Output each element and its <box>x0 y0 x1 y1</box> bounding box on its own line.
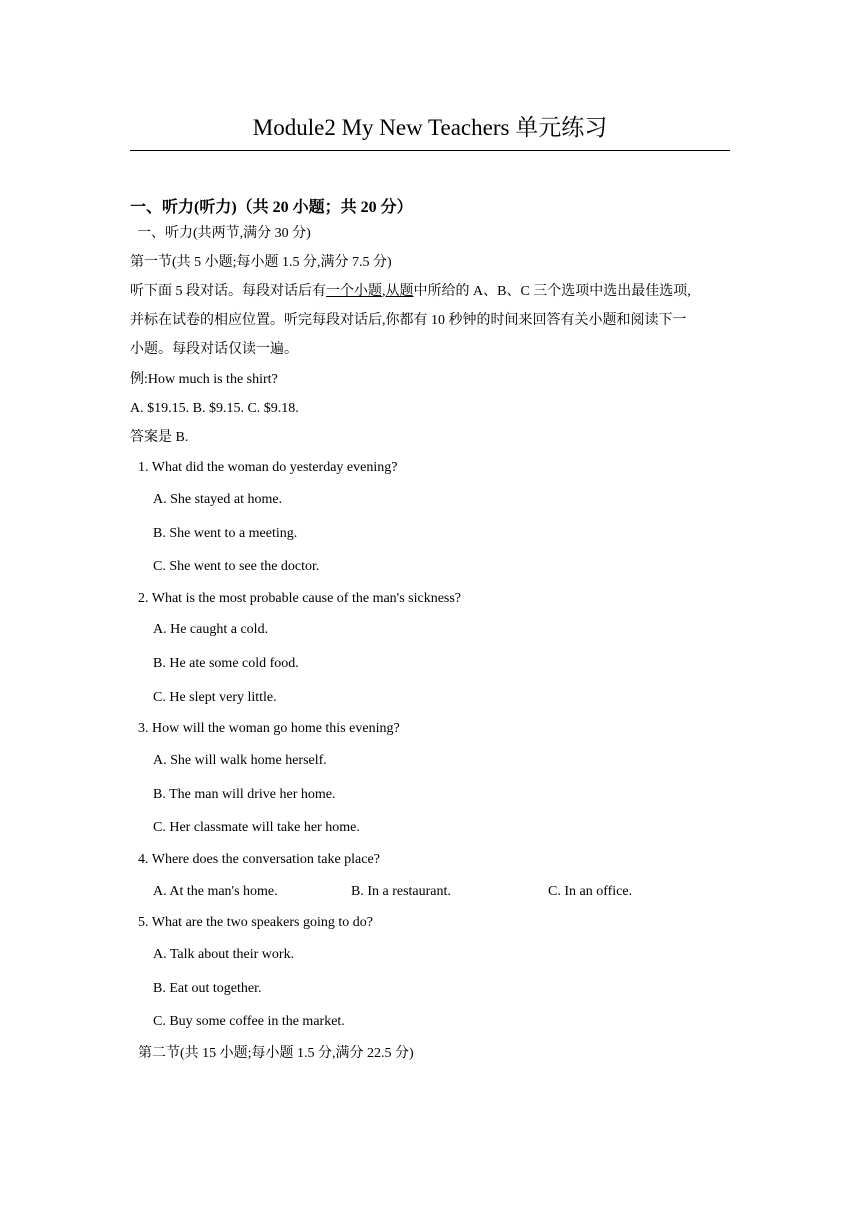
section-heading: 一、听力(听力)（共 20 小题；共 20 分） <box>130 199 413 216</box>
question-2-option-a: A. He caught a cold. <box>153 622 269 637</box>
instructions-text-b: , <box>382 284 386 299</box>
question-4-option-b: B. In a restaurant. <box>351 884 451 899</box>
question-2-option-b: B. He ate some cold food. <box>153 656 299 671</box>
example-answer: 答案是 B. <box>130 430 189 445</box>
instructions-line-3: 小题。每段对话仅读一遍。 <box>130 342 298 357</box>
question-1-option-a: A. She stayed at home. <box>153 492 283 507</box>
instructions-text-c: 中所给的 A、B、C 三个选项中选出最佳选项, <box>413 284 691 299</box>
question-3-option-b: B. The man will drive her home. <box>153 787 336 802</box>
question-1-option-c: C. She went to see the doctor. <box>153 559 320 574</box>
question-5-option-b: B. Eat out together. <box>153 981 262 996</box>
question-5-option-a: A. Talk about their work. <box>153 947 295 962</box>
question-1-option-b: B. She went to a meeting. <box>153 526 298 541</box>
instructions-text-a: 听下面 5 段对话。每段对话后有 <box>130 284 326 299</box>
instructions-line-2: 并标在试卷的相应位置。听完每段对话后,你都有 10 秒钟的时间来回答有关小题和阅读下一 <box>130 313 687 328</box>
instructions-underline-1: 一个小题 <box>326 284 382 299</box>
question-5-option-c: C. Buy some coffee in the market. <box>153 1014 345 1029</box>
question-4: 4. Where does the conversation take place? <box>138 852 380 867</box>
question-3-option-a: A. She will walk home herself. <box>153 753 327 768</box>
title-rule <box>130 150 730 151</box>
example-options: A. $19.15. B. $9.15. C. $9.18. <box>130 401 299 416</box>
document-title: Module2 My New Teachers 单元练习 <box>252 115 608 140</box>
question-5: 5. What are the two speakers going to do? <box>138 915 373 930</box>
question-2-option-c: C. He slept very little. <box>153 690 277 705</box>
listening-subheading: 一、听力(共两节,满分 30 分) <box>137 226 311 241</box>
part1-header: 第一节(共 5 小题;每小题 1.5 分,满分 7.5 分) <box>130 255 392 270</box>
question-4-option-c: C. In an office. <box>548 884 633 899</box>
question-1: 1. What did the woman do yesterday evening? <box>138 460 398 475</box>
question-3-option-c: C. Her classmate will take her home. <box>153 820 360 835</box>
question-2: 2. What is the most probable cause of the man's sickness? <box>138 591 462 606</box>
instructions-line-1 <box>130 282 691 302</box>
part2-header: 第二节(共 15 小题;每小题 1.5 分,满分 22.5 分) <box>138 1046 414 1061</box>
example-question: 例:How much is the shirt? <box>130 372 278 387</box>
question-3: 3. How will the woman go home this evening? <box>138 721 400 736</box>
instructions-underline-2: 从题 <box>385 284 414 299</box>
question-4-option-a: A. At the man's home. <box>153 884 278 899</box>
